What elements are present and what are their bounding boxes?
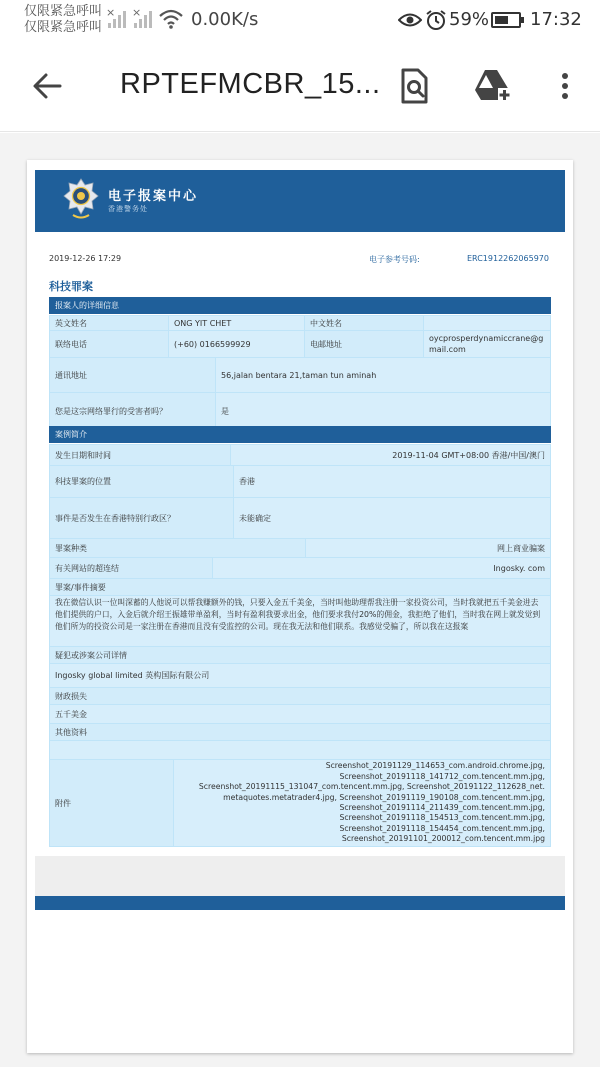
attachment-filename: Screenshot_20191101_200012_com.tencent.mm.jpg — [341, 834, 545, 844]
field-label: 事件是否发生在香港特别行政区？ — [50, 498, 233, 538]
field-label: 疑犯或涉案公司详情 — [50, 647, 550, 663]
field-label: 罪案种类 — [50, 539, 305, 557]
attachment-filename: Screenshot_20191118_154454_com.tencent.mm.jpg, — [339, 823, 545, 833]
field-label: 联络电话 — [50, 331, 168, 357]
add-to-drive-icon[interactable] — [472, 66, 512, 106]
field-label: 罪案/事件摘要 — [50, 579, 550, 595]
attachment-filename: Screenshot_20191129_114653_com.android.chrome.jpg, — [325, 761, 545, 771]
field-value: 是 — [216, 393, 550, 429]
field-value — [50, 741, 550, 759]
field-value: 未能确定 — [234, 498, 550, 538]
field-label: 其他资料 — [50, 724, 550, 740]
field-label: 科技罪案的位置 — [50, 466, 233, 497]
field-value: 五千美金 — [50, 705, 550, 723]
reporter-details-table — [49, 315, 551, 430]
report-datetime: 2019-12-26 17:29 — [49, 254, 122, 263]
report-type-title: 科技罪案 — [49, 280, 93, 293]
pdf-page — [27, 160, 573, 1053]
network-speed: 0.00K/s — [191, 9, 259, 30]
report-center-name: 电子报案中心 — [108, 189, 199, 204]
field-label: 中文姓名 — [305, 316, 423, 330]
carrier-label: 仅限紧急呼叫 仅限紧急呼叫 — [24, 4, 103, 35]
police-badge-icon — [63, 178, 99, 220]
field-value: 香港 — [234, 466, 550, 497]
attachment-filename: metaquotes.metatrader4.jpg, Screenshot_20191119_190108_com.tencent.mm.jpg, — [223, 792, 545, 802]
field-value: Ingosky global limited 英构国际有限公司 — [50, 664, 550, 687]
field-value: Ingosky. com — [213, 558, 550, 578]
field-value: 56,jalan bentara 21,taman tun aminah — [216, 358, 550, 392]
attachment-filename: Screenshot_20191118_154513_com.tencent.mm.jpg, — [339, 813, 545, 823]
footer-grey-band — [35, 856, 565, 898]
attachment-filename: Screenshot_20191114_211439_com.tencent.mm.jpg, — [339, 803, 545, 812]
signal-icon-2: × — [134, 10, 152, 28]
field-label: 发生日期和时间 — [50, 445, 230, 465]
case-details-table — [49, 444, 551, 847]
attachments-list — [174, 760, 550, 846]
case-summary-text: 我在微信认识一位叫深蓄的人他说可以帮我赚额外的钱，只要入金五千美金，当时叫他助理帮我注册一家投资公司，当时我就把五千美金进去他们提供的户口，入金后就介绍王振雄带单盈利，当时有盈利我要求出金，他们要求我付20%的佣金，我拒绝了他们，当时我在网上就发觉到他们所为的投资公司是一家注册在香港而且没有受监控的公司。现在我无法和他们联系。我感觉受骗了，所以我在这报案 — [50, 596, 550, 646]
document-header-banner — [35, 170, 565, 232]
field-value — [424, 316, 550, 330]
back-arrow-icon[interactable] — [28, 66, 68, 106]
field-value: (+60) 0166599929 — [169, 331, 304, 357]
section-header-case: 案例简介 — [49, 426, 551, 443]
field-label: 有关网站的超连结 — [50, 558, 212, 578]
field-label: 英文姓名 — [50, 316, 168, 330]
field-value: 2019-11-04 GMT+08:00 香港/中国/澳门 — [231, 445, 550, 465]
field-label: 附件 — [50, 760, 173, 846]
department-name: 香港警务处 — [108, 205, 148, 213]
footer-blue-bar — [35, 896, 565, 910]
pdf-viewer[interactable] — [0, 133, 600, 1067]
field-label: 财政损失 — [50, 688, 550, 704]
status-bar — [0, 0, 600, 40]
alarm-icon — [425, 9, 447, 31]
field-value: oycprosperdynamiccrane@gmail.com — [424, 331, 550, 357]
field-value: ONG YIT CHET — [169, 316, 304, 330]
document-title: RPTEFMCBR_15... — [120, 68, 381, 100]
field-label: 通讯地址 — [50, 358, 215, 392]
battery-percent: 59% — [449, 9, 490, 30]
field-value: 网上商业骗案 — [306, 539, 550, 557]
signal-icon: × — [108, 10, 126, 28]
battery-icon — [491, 12, 521, 28]
eye-icon — [398, 11, 422, 29]
attachment-filename: Screenshot_20191115_131047_com.tencent.mm.jpg, Screenshot_20191122_112628_net. — [198, 782, 545, 792]
field-label: 您是这宗网络罪行的受害者吗？ — [50, 393, 215, 429]
attachment-filename: Screenshot_20191118_141712_com.tencent.mm.jpg, — [339, 771, 545, 781]
find-in-page-icon[interactable] — [394, 66, 434, 106]
app-bar — [0, 40, 600, 132]
section-header-reporter: 报案人的详细信息 — [49, 297, 551, 314]
more-vert-icon[interactable] — [545, 66, 585, 106]
wifi-icon — [158, 8, 184, 30]
clock: 17:32 — [530, 9, 582, 30]
reference-label: 电子参考号码: — [369, 255, 420, 264]
reference-number: ERC1912262065970 — [467, 254, 549, 263]
field-label: 电邮地址 — [305, 331, 423, 357]
